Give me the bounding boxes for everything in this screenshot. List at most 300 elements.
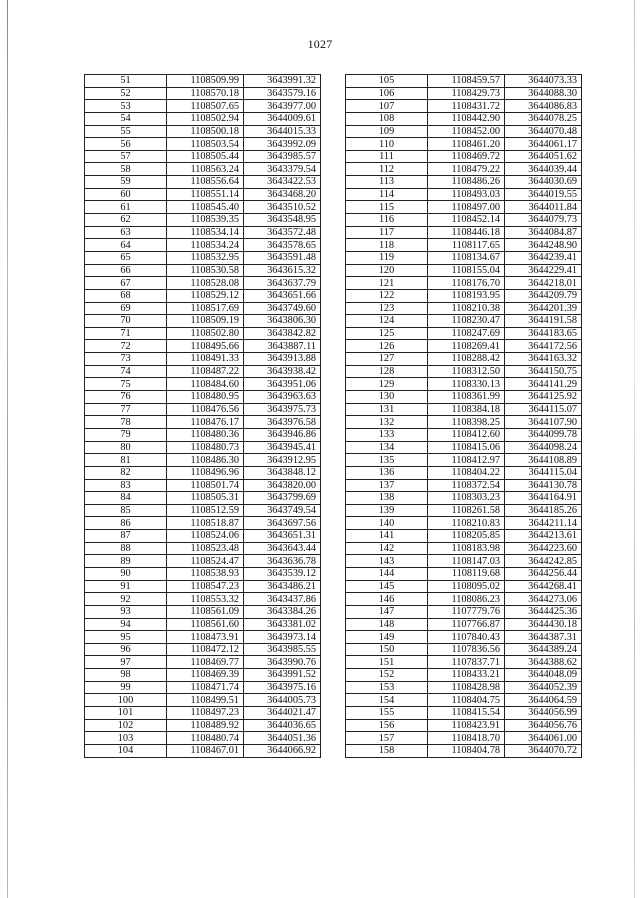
table-row bbox=[85, 504, 321, 517]
x-coordinate-cell: 1108117.65 bbox=[428, 239, 505, 252]
y-coordinate-cell: 3644268.41 bbox=[505, 580, 582, 593]
point-number-cell: 154 bbox=[346, 694, 428, 707]
table-row bbox=[346, 264, 582, 277]
x-coordinate-cell: 1108553.32 bbox=[167, 593, 244, 606]
y-coordinate-cell: 3643381.02 bbox=[244, 618, 321, 631]
x-coordinate-cell: 1108429.73 bbox=[428, 87, 505, 100]
point-number-cell: 137 bbox=[346, 479, 428, 492]
table-row bbox=[346, 669, 582, 682]
scan-edge-left bbox=[7, 0, 8, 898]
x-coordinate-cell: 1108476.17 bbox=[167, 416, 244, 429]
page-number: 1027 bbox=[307, 37, 333, 51]
x-coordinate-cell: 1108499.51 bbox=[167, 694, 244, 707]
table-row bbox=[346, 517, 582, 530]
table-row bbox=[85, 694, 321, 707]
y-coordinate-cell: 3643992.09 bbox=[244, 138, 321, 151]
point-number-cell: 118 bbox=[346, 239, 428, 252]
x-coordinate-cell: 1108545.40 bbox=[167, 201, 244, 214]
y-coordinate-cell: 3644163.32 bbox=[505, 353, 582, 366]
table-row bbox=[346, 87, 582, 100]
point-number-cell: 68 bbox=[85, 289, 167, 302]
table-row bbox=[346, 605, 582, 618]
y-coordinate-cell: 3644086.83 bbox=[505, 100, 582, 113]
x-coordinate-cell: 1108480.36 bbox=[167, 428, 244, 441]
y-coordinate-cell: 3644201.39 bbox=[505, 302, 582, 315]
x-coordinate-cell: 1108503.54 bbox=[167, 138, 244, 151]
point-number-cell: 61 bbox=[85, 201, 167, 214]
x-coordinate-cell: 1108398.25 bbox=[428, 416, 505, 429]
y-coordinate-cell: 3643548.95 bbox=[244, 214, 321, 227]
point-number-cell: 113 bbox=[346, 176, 428, 189]
point-number-cell: 114 bbox=[346, 188, 428, 201]
x-coordinate-cell: 1108415.06 bbox=[428, 441, 505, 454]
table-row bbox=[85, 530, 321, 543]
table-row bbox=[346, 643, 582, 656]
table-row bbox=[346, 441, 582, 454]
point-number-cell: 99 bbox=[85, 681, 167, 694]
y-coordinate-cell: 3644209.79 bbox=[505, 289, 582, 302]
x-coordinate-cell: 1108205.85 bbox=[428, 530, 505, 543]
y-coordinate-cell: 3643963.63 bbox=[244, 391, 321, 404]
point-number-cell: 64 bbox=[85, 239, 167, 252]
x-coordinate-cell: 1108500.18 bbox=[167, 125, 244, 138]
point-number-cell: 103 bbox=[85, 732, 167, 745]
x-coordinate-cell: 1108433.21 bbox=[428, 669, 505, 682]
table-row bbox=[346, 681, 582, 694]
point-number-cell: 85 bbox=[85, 504, 167, 517]
point-number-cell: 142 bbox=[346, 542, 428, 555]
x-coordinate-cell: 1108404.75 bbox=[428, 694, 505, 707]
table-row bbox=[85, 567, 321, 580]
y-coordinate-cell: 3644248.90 bbox=[505, 239, 582, 252]
y-coordinate-cell: 3644108.89 bbox=[505, 454, 582, 467]
table-row bbox=[346, 176, 582, 189]
x-coordinate-cell: 1108509.99 bbox=[167, 75, 244, 88]
table-row bbox=[85, 656, 321, 669]
point-number-cell: 53 bbox=[85, 100, 167, 113]
point-number-cell: 57 bbox=[85, 150, 167, 163]
point-number-cell: 136 bbox=[346, 466, 428, 479]
table-row bbox=[85, 631, 321, 644]
x-coordinate-cell: 1108547.23 bbox=[167, 580, 244, 593]
x-coordinate-cell: 1108517.69 bbox=[167, 302, 244, 315]
point-number-cell: 86 bbox=[85, 517, 167, 530]
point-number-cell: 104 bbox=[85, 744, 167, 757]
table-row bbox=[346, 163, 582, 176]
point-number-cell: 89 bbox=[85, 555, 167, 568]
x-coordinate-cell: 1108532.95 bbox=[167, 251, 244, 264]
point-number-cell: 121 bbox=[346, 277, 428, 290]
table-row bbox=[346, 353, 582, 366]
table-row bbox=[346, 707, 582, 720]
table-row bbox=[85, 681, 321, 694]
table-row bbox=[346, 391, 582, 404]
x-coordinate-cell: 1108563.24 bbox=[167, 163, 244, 176]
table-row bbox=[346, 201, 582, 214]
y-coordinate-cell: 3643379.54 bbox=[244, 163, 321, 176]
y-coordinate-cell: 3644061.00 bbox=[505, 732, 582, 745]
y-coordinate-cell: 3644172.56 bbox=[505, 340, 582, 353]
y-coordinate-cell: 3643799.69 bbox=[244, 492, 321, 505]
y-coordinate-cell: 3644191.58 bbox=[505, 315, 582, 328]
table-row bbox=[85, 315, 321, 328]
y-coordinate-cell: 3644039.44 bbox=[505, 163, 582, 176]
point-number-cell: 105 bbox=[346, 75, 428, 88]
table-row bbox=[85, 239, 321, 252]
x-coordinate-cell: 1108471.74 bbox=[167, 681, 244, 694]
table-row bbox=[85, 251, 321, 264]
x-coordinate-cell: 1108501.74 bbox=[167, 479, 244, 492]
point-number-cell: 59 bbox=[85, 176, 167, 189]
table-row bbox=[85, 378, 321, 391]
point-number-cell: 102 bbox=[85, 719, 167, 732]
x-coordinate-cell: 1108556.64 bbox=[167, 176, 244, 189]
table-row bbox=[346, 466, 582, 479]
point-number-cell: 122 bbox=[346, 289, 428, 302]
point-number-cell: 94 bbox=[85, 618, 167, 631]
table-row bbox=[346, 277, 582, 290]
x-coordinate-cell: 1108523.48 bbox=[167, 542, 244, 555]
table-row bbox=[346, 593, 582, 606]
y-coordinate-cell: 3644125.92 bbox=[505, 391, 582, 404]
point-number-cell: 88 bbox=[85, 542, 167, 555]
point-number-cell: 128 bbox=[346, 365, 428, 378]
y-coordinate-cell: 3643651.31 bbox=[244, 530, 321, 543]
y-coordinate-cell: 3644164.91 bbox=[505, 492, 582, 505]
y-coordinate-cell: 3644030.69 bbox=[505, 176, 582, 189]
table-row bbox=[346, 694, 582, 707]
y-coordinate-cell: 3644052.39 bbox=[505, 681, 582, 694]
point-number-cell: 79 bbox=[85, 428, 167, 441]
y-coordinate-cell: 3643912.95 bbox=[244, 454, 321, 467]
y-coordinate-cell: 3643985.57 bbox=[244, 150, 321, 163]
y-coordinate-cell: 3643842.82 bbox=[244, 327, 321, 340]
point-number-cell: 70 bbox=[85, 315, 167, 328]
table-row bbox=[346, 656, 582, 669]
x-coordinate-cell: 1108486.30 bbox=[167, 454, 244, 467]
y-coordinate-cell: 3644073.33 bbox=[505, 75, 582, 88]
point-number-cell: 109 bbox=[346, 125, 428, 138]
x-coordinate-cell: 1108476.56 bbox=[167, 403, 244, 416]
table-row bbox=[85, 289, 321, 302]
y-coordinate-cell: 3644218.01 bbox=[505, 277, 582, 290]
table-row bbox=[85, 403, 321, 416]
point-number-cell: 133 bbox=[346, 428, 428, 441]
x-coordinate-cell: 1108330.13 bbox=[428, 378, 505, 391]
table-row bbox=[85, 618, 321, 631]
y-coordinate-cell: 3644070.72 bbox=[505, 744, 582, 757]
x-coordinate-cell: 1108502.80 bbox=[167, 327, 244, 340]
table-row bbox=[346, 542, 582, 555]
y-coordinate-cell: 3644051.36 bbox=[244, 732, 321, 745]
x-coordinate-cell: 1108489.92 bbox=[167, 719, 244, 732]
point-number-cell: 66 bbox=[85, 264, 167, 277]
point-number-cell: 119 bbox=[346, 251, 428, 264]
table-row bbox=[85, 479, 321, 492]
table-row bbox=[346, 327, 582, 340]
y-coordinate-cell: 3644011.84 bbox=[505, 201, 582, 214]
x-coordinate-cell: 1108412.97 bbox=[428, 454, 505, 467]
x-coordinate-cell: 1108534.24 bbox=[167, 239, 244, 252]
table-row bbox=[346, 125, 582, 138]
x-coordinate-cell: 1108530.58 bbox=[167, 264, 244, 277]
table-row bbox=[346, 492, 582, 505]
x-coordinate-cell: 1107766.87 bbox=[428, 618, 505, 631]
point-number-cell: 117 bbox=[346, 226, 428, 239]
x-coordinate-cell: 1108230.47 bbox=[428, 315, 505, 328]
point-number-cell: 126 bbox=[346, 340, 428, 353]
x-coordinate-cell: 1108446.18 bbox=[428, 226, 505, 239]
table-row bbox=[85, 353, 321, 366]
y-coordinate-cell: 3644213.61 bbox=[505, 530, 582, 543]
point-number-cell: 63 bbox=[85, 226, 167, 239]
point-number-cell: 145 bbox=[346, 580, 428, 593]
y-coordinate-cell: 3643945.41 bbox=[244, 441, 321, 454]
y-coordinate-cell: 3643651.66 bbox=[244, 289, 321, 302]
table-row bbox=[85, 669, 321, 682]
table-row bbox=[85, 327, 321, 340]
x-coordinate-cell: 1108505.31 bbox=[167, 492, 244, 505]
y-coordinate-cell: 3644183.65 bbox=[505, 327, 582, 340]
y-coordinate-cell: 3644430.18 bbox=[505, 618, 582, 631]
point-number-cell: 144 bbox=[346, 567, 428, 580]
y-coordinate-cell: 3643973.14 bbox=[244, 631, 321, 644]
y-coordinate-cell: 3644239.41 bbox=[505, 251, 582, 264]
y-coordinate-cell: 3644079.73 bbox=[505, 214, 582, 227]
x-coordinate-cell: 1108261.58 bbox=[428, 504, 505, 517]
y-coordinate-cell: 3644273.06 bbox=[505, 593, 582, 606]
x-coordinate-cell: 1108480.73 bbox=[167, 441, 244, 454]
table-row bbox=[85, 732, 321, 745]
table-row bbox=[85, 87, 321, 100]
point-number-cell: 72 bbox=[85, 340, 167, 353]
table-row bbox=[85, 226, 321, 239]
point-number-cell: 75 bbox=[85, 378, 167, 391]
y-coordinate-cell: 3644070.48 bbox=[505, 125, 582, 138]
x-coordinate-cell: 1108538.93 bbox=[167, 567, 244, 580]
point-number-cell: 110 bbox=[346, 138, 428, 151]
y-coordinate-cell: 3644425.36 bbox=[505, 605, 582, 618]
x-coordinate-cell: 1108423.91 bbox=[428, 719, 505, 732]
x-coordinate-cell: 1108539.35 bbox=[167, 214, 244, 227]
point-number-cell: 135 bbox=[346, 454, 428, 467]
table-row bbox=[346, 75, 582, 88]
point-number-cell: 76 bbox=[85, 391, 167, 404]
point-number-cell: 62 bbox=[85, 214, 167, 227]
point-number-cell: 91 bbox=[85, 580, 167, 593]
table-row bbox=[85, 264, 321, 277]
table-row bbox=[346, 580, 582, 593]
y-coordinate-cell: 3643991.32 bbox=[244, 75, 321, 88]
table-row bbox=[85, 112, 321, 125]
point-number-cell: 71 bbox=[85, 327, 167, 340]
point-number-cell: 65 bbox=[85, 251, 167, 264]
table-row bbox=[85, 466, 321, 479]
x-coordinate-cell: 1108467.01 bbox=[167, 744, 244, 757]
x-coordinate-cell: 1108495.66 bbox=[167, 340, 244, 353]
x-coordinate-cell: 1108469.77 bbox=[167, 656, 244, 669]
point-number-cell: 51 bbox=[85, 75, 167, 88]
y-coordinate-cell: 3644115.04 bbox=[505, 466, 582, 479]
coordinates-table-right bbox=[345, 74, 582, 758]
point-number-cell: 134 bbox=[346, 441, 428, 454]
table-row bbox=[346, 378, 582, 391]
table-row bbox=[85, 719, 321, 732]
y-coordinate-cell: 3643975.73 bbox=[244, 403, 321, 416]
y-coordinate-cell: 3644088.30 bbox=[505, 87, 582, 100]
x-coordinate-cell: 1108193.95 bbox=[428, 289, 505, 302]
scan-edge-right bbox=[634, 0, 635, 898]
y-coordinate-cell: 3644388.62 bbox=[505, 656, 582, 669]
table-row bbox=[346, 454, 582, 467]
point-number-cell: 115 bbox=[346, 201, 428, 214]
x-coordinate-cell: 1108095.02 bbox=[428, 580, 505, 593]
table-row bbox=[346, 744, 582, 757]
y-coordinate-cell: 3643637.79 bbox=[244, 277, 321, 290]
x-coordinate-cell: 1108570.18 bbox=[167, 87, 244, 100]
point-number-cell: 56 bbox=[85, 138, 167, 151]
x-coordinate-cell: 1107836.56 bbox=[428, 643, 505, 656]
table-row bbox=[346, 428, 582, 441]
y-coordinate-cell: 3644107.90 bbox=[505, 416, 582, 429]
table-row bbox=[85, 555, 321, 568]
y-coordinate-cell: 3644141.29 bbox=[505, 378, 582, 391]
x-coordinate-cell: 1108487.22 bbox=[167, 365, 244, 378]
y-coordinate-cell: 3644115.07 bbox=[505, 403, 582, 416]
y-coordinate-cell: 3643975.16 bbox=[244, 681, 321, 694]
y-coordinate-cell: 3643579.16 bbox=[244, 87, 321, 100]
y-coordinate-cell: 3644019.55 bbox=[505, 188, 582, 201]
x-coordinate-cell: 1108524.06 bbox=[167, 530, 244, 543]
x-coordinate-cell: 1108384.18 bbox=[428, 403, 505, 416]
y-coordinate-cell: 3644223.60 bbox=[505, 542, 582, 555]
table-row bbox=[85, 391, 321, 404]
x-coordinate-cell: 1108529.12 bbox=[167, 289, 244, 302]
table-row bbox=[346, 251, 582, 264]
y-coordinate-cell: 3643643.44 bbox=[244, 542, 321, 555]
point-number-cell: 158 bbox=[346, 744, 428, 757]
y-coordinate-cell: 3643510.52 bbox=[244, 201, 321, 214]
table-row bbox=[346, 618, 582, 631]
x-coordinate-cell: 1108183.98 bbox=[428, 542, 505, 555]
x-coordinate-cell: 1108524.47 bbox=[167, 555, 244, 568]
x-coordinate-cell: 1108412.60 bbox=[428, 428, 505, 441]
y-coordinate-cell: 3644084.87 bbox=[505, 226, 582, 239]
table-row bbox=[85, 201, 321, 214]
y-coordinate-cell: 3644066.92 bbox=[244, 744, 321, 757]
y-coordinate-cell: 3643486.21 bbox=[244, 580, 321, 593]
table-row bbox=[346, 289, 582, 302]
y-coordinate-cell: 3644056.76 bbox=[505, 719, 582, 732]
point-number-cell: 78 bbox=[85, 416, 167, 429]
table-row bbox=[85, 580, 321, 593]
y-coordinate-cell: 3643468.20 bbox=[244, 188, 321, 201]
x-coordinate-cell: 1108428.98 bbox=[428, 681, 505, 694]
table-row bbox=[85, 441, 321, 454]
y-coordinate-cell: 3644051.62 bbox=[505, 150, 582, 163]
y-coordinate-cell: 3644185.26 bbox=[505, 504, 582, 517]
table-row bbox=[346, 214, 582, 227]
point-number-cell: 151 bbox=[346, 656, 428, 669]
point-number-cell: 96 bbox=[85, 643, 167, 656]
table-row bbox=[346, 479, 582, 492]
point-number-cell: 157 bbox=[346, 732, 428, 745]
x-coordinate-cell: 1108404.78 bbox=[428, 744, 505, 757]
table-row bbox=[346, 302, 582, 315]
table-row bbox=[85, 188, 321, 201]
y-coordinate-cell: 3643591.48 bbox=[244, 251, 321, 264]
point-number-cell: 132 bbox=[346, 416, 428, 429]
y-coordinate-cell: 3644242.85 bbox=[505, 555, 582, 568]
table-row bbox=[346, 504, 582, 517]
x-coordinate-cell: 1108502.94 bbox=[167, 112, 244, 125]
point-number-cell: 84 bbox=[85, 492, 167, 505]
table-row bbox=[85, 75, 321, 88]
x-coordinate-cell: 1108479.22 bbox=[428, 163, 505, 176]
x-coordinate-cell: 1107840.43 bbox=[428, 631, 505, 644]
y-coordinate-cell: 3644150.75 bbox=[505, 365, 582, 378]
y-coordinate-cell: 3643636.78 bbox=[244, 555, 321, 568]
point-number-cell: 149 bbox=[346, 631, 428, 644]
table-row bbox=[85, 428, 321, 441]
x-coordinate-cell: 1108361.99 bbox=[428, 391, 505, 404]
x-coordinate-cell: 1108484.60 bbox=[167, 378, 244, 391]
y-coordinate-cell: 3644389.24 bbox=[505, 643, 582, 656]
coordinates-table-left bbox=[84, 74, 321, 758]
point-number-cell: 106 bbox=[346, 87, 428, 100]
table-row bbox=[346, 150, 582, 163]
y-coordinate-cell: 3643938.42 bbox=[244, 365, 321, 378]
x-coordinate-cell: 1108469.72 bbox=[428, 150, 505, 163]
table-row bbox=[85, 176, 321, 189]
point-number-cell: 55 bbox=[85, 125, 167, 138]
y-coordinate-cell: 3643578.65 bbox=[244, 239, 321, 252]
x-coordinate-cell: 1108086.23 bbox=[428, 593, 505, 606]
y-coordinate-cell: 3644078.25 bbox=[505, 112, 582, 125]
table-row bbox=[346, 403, 582, 416]
point-number-cell: 147 bbox=[346, 605, 428, 618]
table-row bbox=[346, 100, 582, 113]
x-coordinate-cell: 1108155.04 bbox=[428, 264, 505, 277]
x-coordinate-cell: 1108431.72 bbox=[428, 100, 505, 113]
x-coordinate-cell: 1108561.60 bbox=[167, 618, 244, 631]
x-coordinate-cell: 1108509.19 bbox=[167, 315, 244, 328]
x-coordinate-cell: 1108134.67 bbox=[428, 251, 505, 264]
y-coordinate-cell: 3643572.48 bbox=[244, 226, 321, 239]
x-coordinate-cell: 1108442.90 bbox=[428, 112, 505, 125]
x-coordinate-cell: 1108507.65 bbox=[167, 100, 244, 113]
y-coordinate-cell: 3643985.55 bbox=[244, 643, 321, 656]
point-number-cell: 155 bbox=[346, 707, 428, 720]
table-row bbox=[346, 719, 582, 732]
y-coordinate-cell: 3643951.06 bbox=[244, 378, 321, 391]
point-number-cell: 74 bbox=[85, 365, 167, 378]
point-number-cell: 156 bbox=[346, 719, 428, 732]
table-row bbox=[346, 530, 582, 543]
x-coordinate-cell: 1108210.83 bbox=[428, 517, 505, 530]
table-row bbox=[85, 744, 321, 757]
x-coordinate-cell: 1108372.54 bbox=[428, 479, 505, 492]
x-coordinate-cell: 1108528.08 bbox=[167, 277, 244, 290]
table-row bbox=[346, 567, 582, 580]
table-row bbox=[85, 542, 321, 555]
point-number-cell: 120 bbox=[346, 264, 428, 277]
x-coordinate-cell: 1108269.41 bbox=[428, 340, 505, 353]
y-coordinate-cell: 3643820.00 bbox=[244, 479, 321, 492]
point-number-cell: 131 bbox=[346, 403, 428, 416]
table-row bbox=[85, 643, 321, 656]
table-row bbox=[346, 365, 582, 378]
